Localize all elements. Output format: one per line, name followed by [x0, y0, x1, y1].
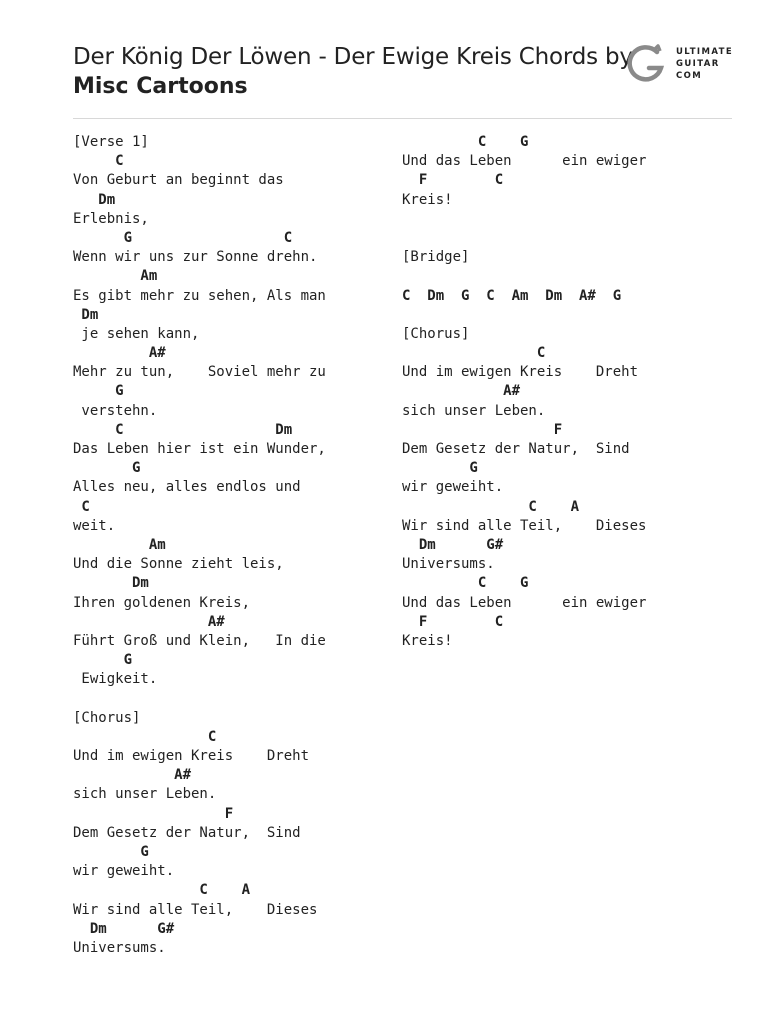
- blank-line: [402, 306, 646, 325]
- lyric-line: Universums.: [73, 939, 166, 956]
- chord-line[interactable]: G: [73, 843, 149, 860]
- lyric-line: Und die Sonne zieht leis,: [73, 556, 284, 573]
- blank-line: [402, 229, 646, 248]
- lyric-line: je sehen kann,: [73, 325, 200, 342]
- chord-line[interactable]: C: [73, 498, 90, 515]
- lyric-line: Führt Groß und Klein, In die: [73, 632, 326, 649]
- lyric-line: Erlebnis,: [73, 210, 149, 227]
- lyric-line: Mehr zu tun, Soviel mehr zu: [73, 364, 326, 381]
- lyric-line: verstehn.: [73, 402, 158, 419]
- lyric-line: wir geweiht.: [402, 479, 504, 496]
- lyric-line: [Chorus]: [73, 709, 141, 726]
- lyric-line: [Bridge]: [402, 249, 470, 266]
- chord-line[interactable]: C Dm G C Am Dm A# G: [402, 287, 622, 304]
- chord-line[interactable]: C G: [402, 134, 529, 150]
- lyric-line: Es gibt mehr zu sehen, Als man: [73, 287, 326, 304]
- chord-line[interactable]: A#: [73, 613, 225, 630]
- lyric-line: Und das Leben ein ewiger: [402, 153, 647, 170]
- lyric-line: Kreis!: [402, 632, 453, 649]
- lyric-line: Das Leben hier ist ein Wunder,: [73, 441, 326, 457]
- chord-line[interactable]: C Dm: [73, 421, 293, 438]
- chord-line[interactable]: Dm G#: [73, 920, 175, 937]
- header-divider: [73, 118, 732, 119]
- lyric-line: Dem Gesetz der Natur, Sind: [73, 824, 301, 841]
- chord-line[interactable]: C: [73, 153, 124, 170]
- lyric-line: Von Geburt an beginnt das: [73, 172, 284, 189]
- lyric-line: Universums.: [402, 556, 495, 573]
- lyric-line: sich unser Leben.: [402, 402, 546, 419]
- chord-line[interactable]: F: [402, 421, 563, 438]
- chord-line[interactable]: A#: [73, 345, 166, 362]
- blank-line: [73, 689, 326, 708]
- lyric-line: Kreis!: [402, 191, 453, 208]
- lyric-line: Wir sind alle Teil, Dieses: [73, 901, 318, 918]
- chord-line[interactable]: G: [402, 460, 478, 477]
- blank-line: [402, 267, 646, 286]
- chord-line[interactable]: Am: [73, 268, 158, 285]
- song-title: Der König Der Löwen - Der Ewige Kreis Chords by: [73, 44, 633, 70]
- chord-line[interactable]: C A: [402, 498, 580, 515]
- chord-line[interactable]: G: [73, 383, 124, 400]
- chord-line[interactable]: G C: [73, 229, 293, 246]
- logo-wordmark: ULTIMATE GUITAR COM: [676, 47, 734, 81]
- chord-line[interactable]: Dm: [73, 306, 99, 323]
- chord-line[interactable]: Dm G#: [402, 536, 504, 553]
- chord-line[interactable]: C: [73, 728, 217, 745]
- lyric-line: wir geweiht.: [73, 863, 175, 880]
- song-column-left: [73, 133, 326, 958]
- guitar-pick-icon: [627, 44, 667, 84]
- lyric-line: Und im ewigen Kreis Dreht: [73, 748, 310, 764]
- chord-line[interactable]: F C: [402, 172, 504, 189]
- lyric-line: Wir sind alle Teil, Dieses: [402, 517, 647, 534]
- lyric-line: Ewigkeit.: [73, 671, 158, 688]
- chord-line[interactable]: A#: [402, 383, 521, 400]
- chord-line[interactable]: A#: [73, 767, 192, 784]
- chord-line[interactable]: Dm: [73, 575, 149, 592]
- chord-line[interactable]: G: [73, 460, 141, 477]
- lyric-line: Und das Leben ein ewiger: [402, 594, 647, 611]
- ultimate-guitar-logo[interactable]: [627, 44, 737, 84]
- lyric-line: weit.: [73, 517, 116, 534]
- chord-line[interactable]: C G: [402, 575, 529, 592]
- lyric-line: Und im ewigen Kreis Dreht: [402, 364, 639, 381]
- chord-line[interactable]: C: [402, 345, 546, 362]
- lyric-line: Ihren goldenen Kreis,: [73, 594, 251, 611]
- chord-line[interactable]: Dm: [73, 191, 116, 208]
- lyric-line: sich unser Leben.: [73, 786, 217, 803]
- lyric-line: Alles neu, alles endlos und: [73, 479, 301, 496]
- chord-line[interactable]: Am: [73, 536, 166, 553]
- lyric-line: Wenn wir uns zur Sonne drehn.: [73, 249, 318, 266]
- lyric-line: Dem Gesetz der Natur, Sind: [402, 441, 630, 457]
- artist-name[interactable]: Misc Cartoons: [73, 74, 248, 99]
- song-column-right: [402, 133, 646, 651]
- blank-line: [402, 210, 646, 229]
- chord-line[interactable]: C A: [73, 882, 251, 899]
- chord-line[interactable]: F C: [402, 613, 504, 630]
- lyric-line: [Chorus]: [402, 325, 470, 342]
- lyric-line: [Verse 1]: [73, 134, 149, 150]
- chord-line[interactable]: G: [73, 652, 133, 669]
- chord-line[interactable]: F: [73, 805, 234, 822]
